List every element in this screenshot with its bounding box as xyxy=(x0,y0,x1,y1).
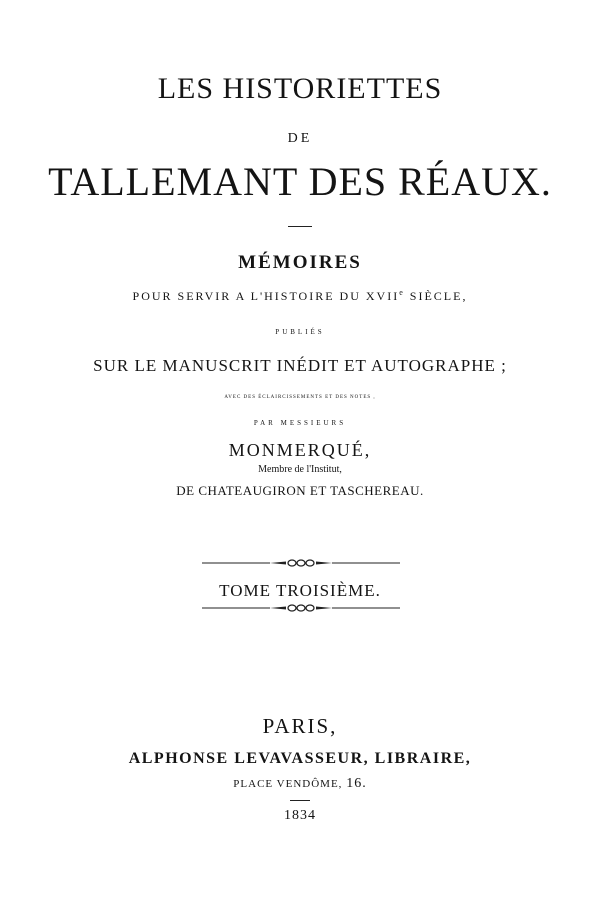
short-rule-divider xyxy=(288,226,312,227)
ornamental-rule-bottom-icon xyxy=(200,602,402,614)
manuscript-line: SUR LE MANUSCRIT INÉDIT ET AUTOGRAPHE ; xyxy=(93,356,507,375)
imprint-publisher: ALPHONSE LEVAVASSEUR, LIBRAIRE, xyxy=(128,750,472,767)
title-connector: DE xyxy=(287,131,313,146)
purpose-text-end: SIÈCLE, xyxy=(404,289,468,303)
editor-main: MONMERQUÉ, xyxy=(228,440,372,460)
imprint-address: PLACE VENDÔME, xyxy=(233,778,343,790)
notes-line: AVEC DES ÉCLAIRCISSEMENTS ET DES NOTES , xyxy=(224,395,376,400)
editors-other: DE CHATEAUGIRON ET TASCHEREAU. xyxy=(176,483,424,498)
ornamental-rule-top-icon xyxy=(200,557,402,569)
century-superscript: e xyxy=(399,288,405,297)
published-label: PUBLIÉS xyxy=(275,328,325,336)
subtitle: MÉMOIRES xyxy=(238,252,362,273)
volume-label: TOME TROISIÈME. xyxy=(219,581,381,600)
short-rule-imprint xyxy=(290,800,310,801)
imprint-city: PARIS, xyxy=(262,714,338,738)
title-line-2: TALLEMANT DES RÉAUX. xyxy=(48,159,552,204)
purpose-text: POUR SERVIR A L'HISTOIRE DU XVII xyxy=(132,289,400,303)
purpose-line xyxy=(0,289,600,302)
imprint-year: 1834 xyxy=(284,808,316,823)
title-line-1: LES HISTORIETTES xyxy=(157,72,443,105)
by-line: PAR MESSIEURS xyxy=(253,419,347,427)
editor-title: Membre de l'Institut, xyxy=(258,464,342,475)
imprint-address-number: 16. xyxy=(346,776,367,791)
imprint-address-line xyxy=(0,777,600,791)
